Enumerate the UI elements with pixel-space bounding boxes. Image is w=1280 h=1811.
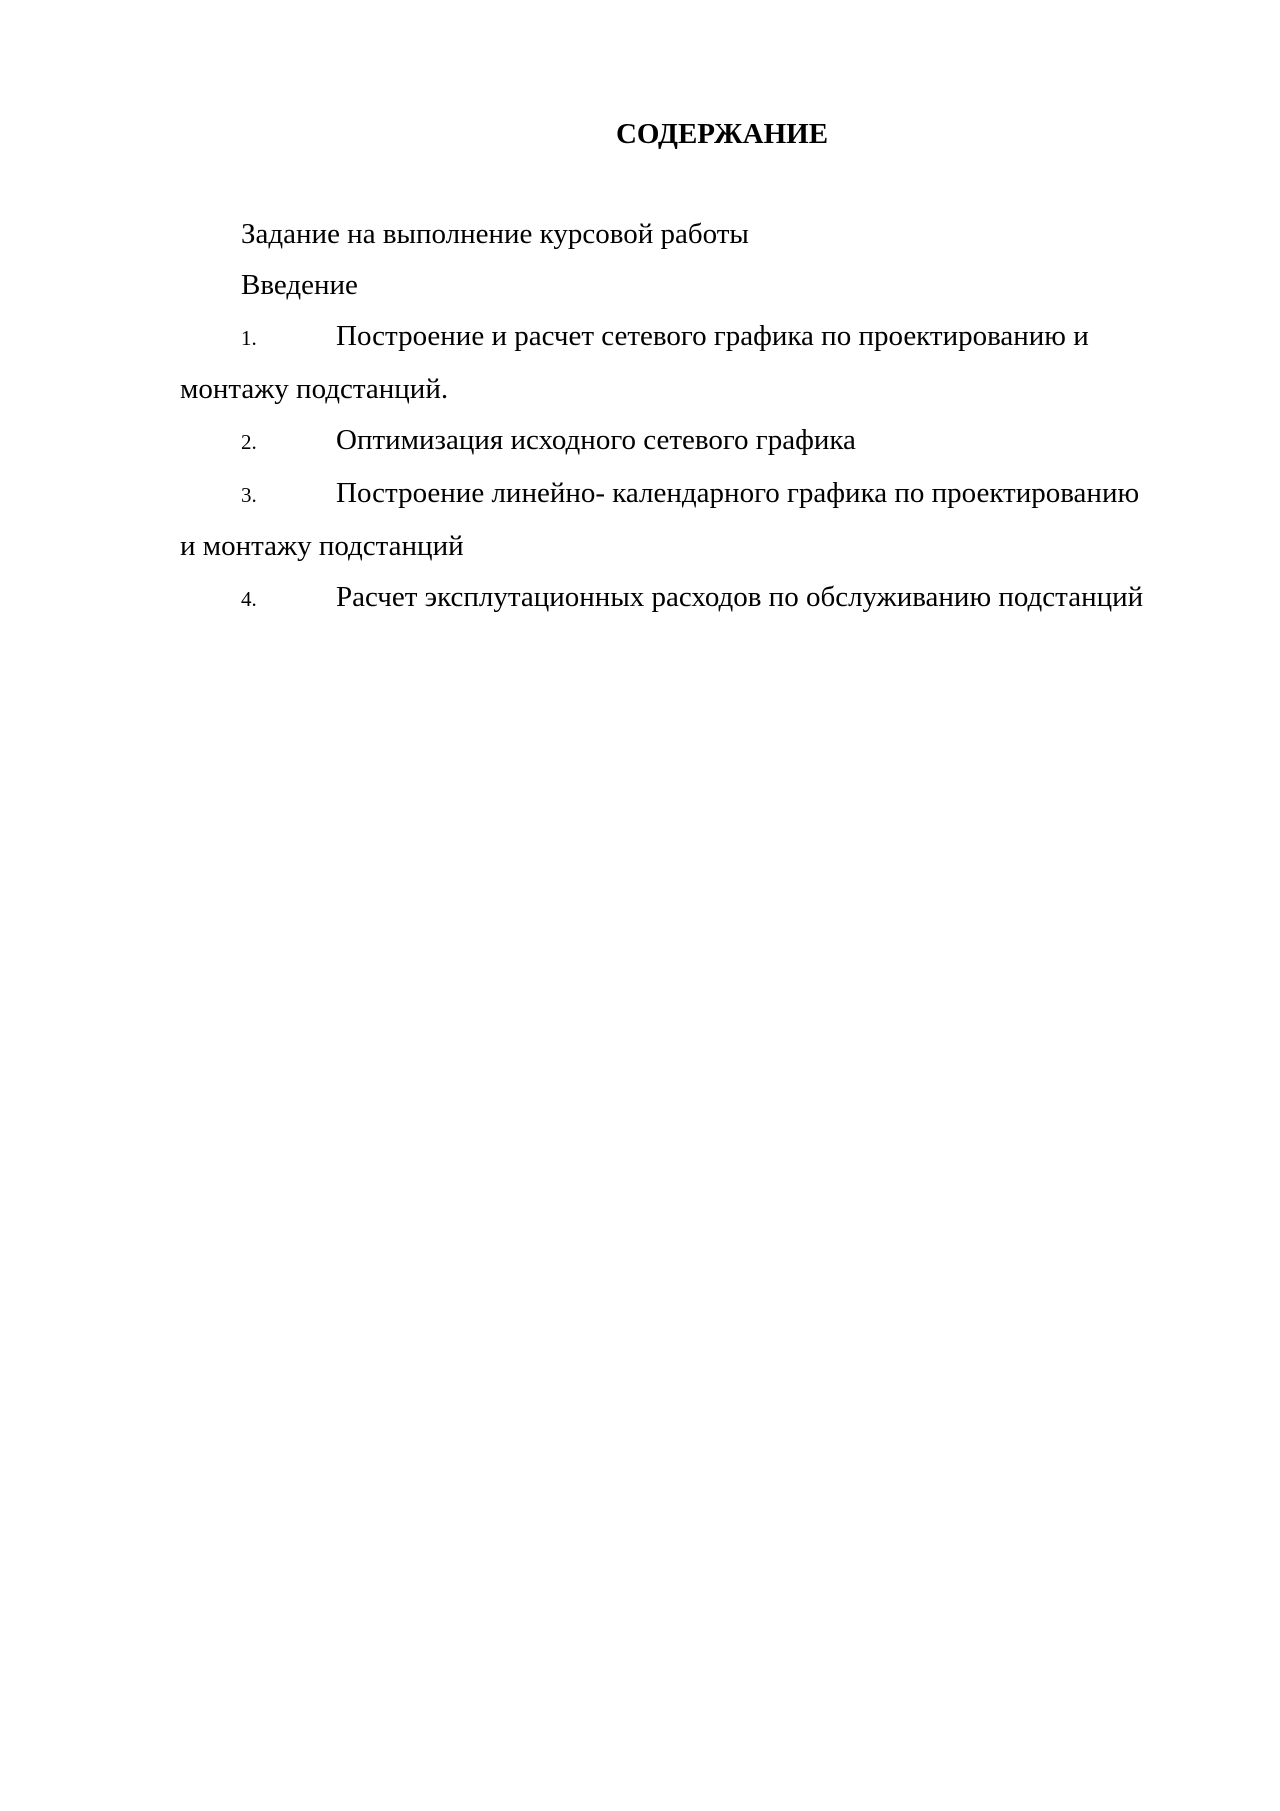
toc-entry-text: Оптимизация исходного сетевого графика [336,424,856,456]
toc-entry-number: 3. [241,483,257,507]
toc-entry-1 [180,311,1180,415]
page-title: СОДЕРЖАНИЕ [615,118,829,150]
toc-entry-assignment [180,209,1180,260]
toc-entry-text-line1: Построение и расчет сетевого графика по проектированию и [336,320,1089,352]
toc-entry-number: 1. [241,326,257,350]
toc-entry-text: Расчет эксплутационных расходов по обслуживанию подстанций [336,581,1144,613]
toc-entry-number: 4. [241,587,257,611]
toc-entry-text-line2: монтажу подстанций. [180,373,449,405]
toc-entry-text-line2: и монтажу подстанций [180,530,464,562]
toc-entry-number: 2. [241,430,257,454]
toc-entry-2 [180,415,1180,468]
toc-entry-3 [180,468,1180,572]
toc-entry-text: Введение [241,269,358,301]
toc-entry-text: Задание на выполнение курсовой работы [241,218,749,250]
toc-entry-text-line1: Построение линейно- календарного графика по проектированию [336,477,1140,509]
toc-entry-introduction [180,260,1180,311]
table-of-contents [180,209,1180,625]
toc-entry-4 [180,572,1180,625]
